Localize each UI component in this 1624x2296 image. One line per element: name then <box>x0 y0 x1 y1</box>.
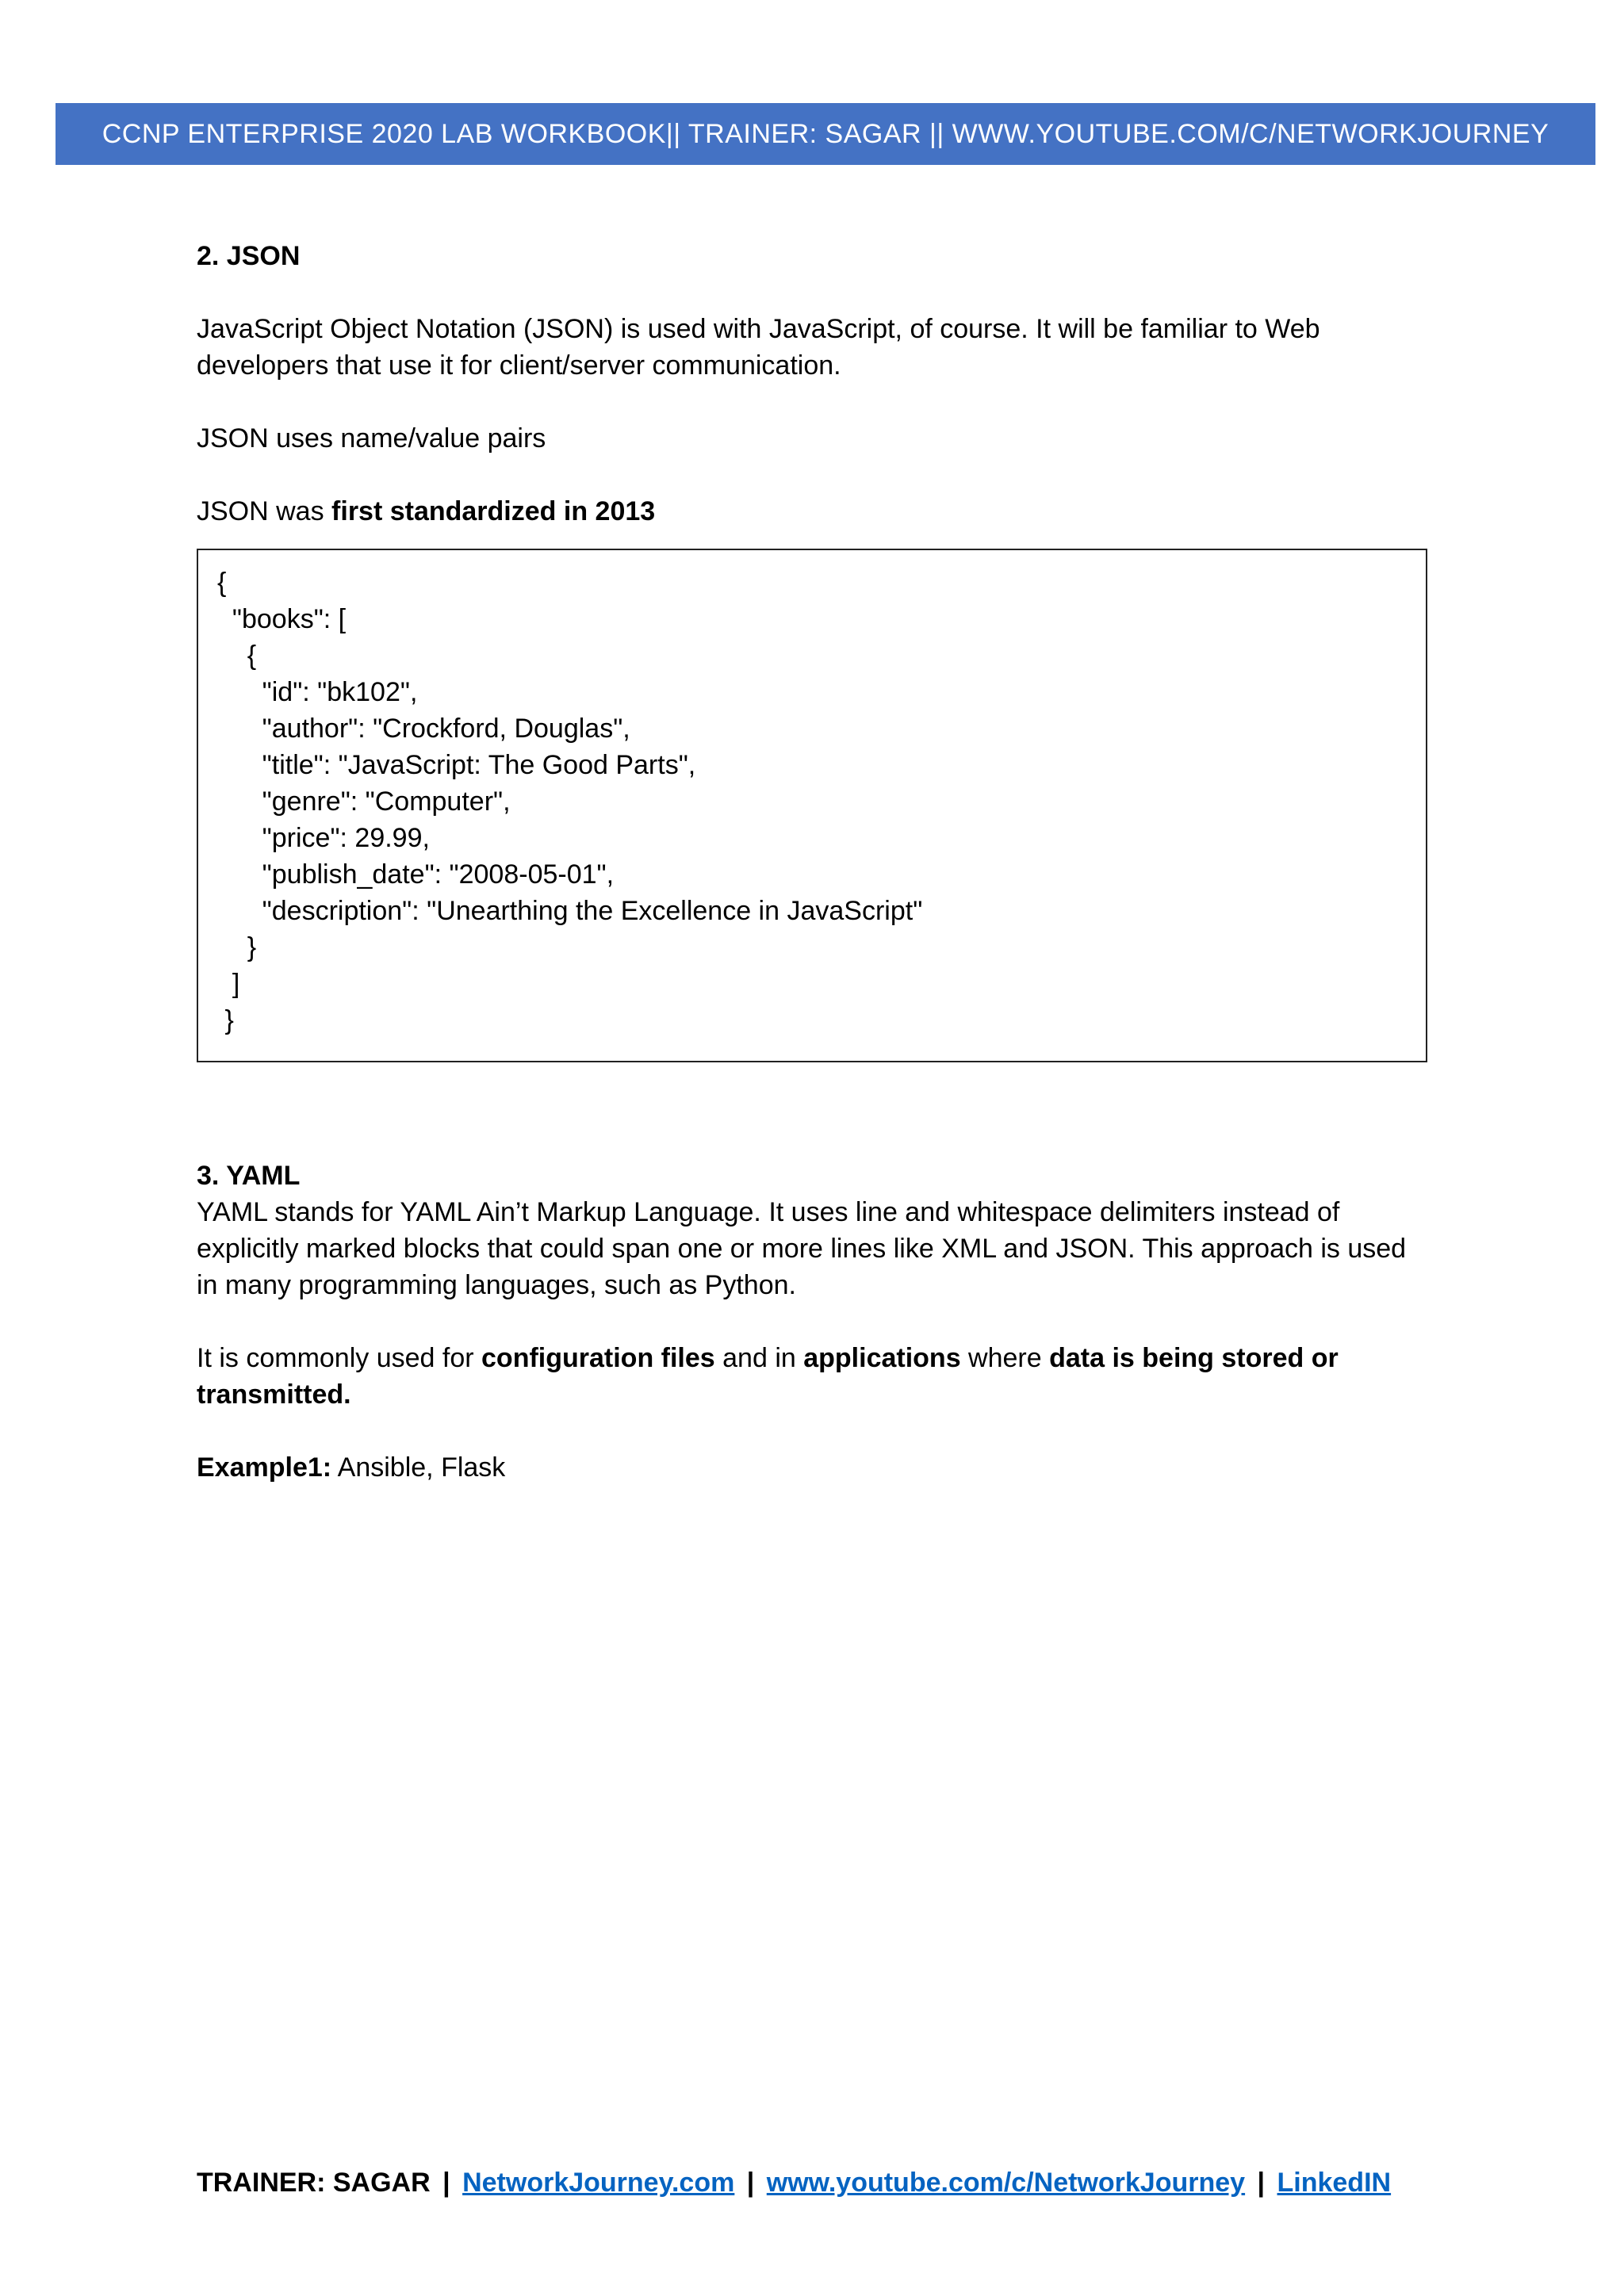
footer-separator: | <box>1257 2168 1266 2198</box>
code-line: "publish_date": "2008-05-01", <box>217 859 615 890</box>
footer-link-youtube[interactable]: www.youtube.com/c/NetworkJourney <box>766 2168 1246 2198</box>
footer-link-linkedin[interactable]: LinkedIN <box>1277 2168 1392 2198</box>
code-line: "books": [ <box>217 604 347 634</box>
footer-trainer: TRAINER: SAGAR <box>197 2168 431 2198</box>
footer-separator: | <box>442 2168 450 2198</box>
json-standardized-text <box>197 493 1434 530</box>
yaml-usage-line-2 <box>197 1376 1434 1413</box>
json-section <box>197 238 1434 1062</box>
yaml-example-text: Ansible, Flask <box>331 1452 506 1483</box>
footer-separator: | <box>746 2168 755 2198</box>
yaml-section <box>197 1158 1434 1486</box>
json-standardized-bold: first standardized in 2013 <box>331 496 656 526</box>
yaml-heading: 3. YAML <box>197 1161 301 1191</box>
code-line: "author": "Crockford, Douglas", <box>217 714 630 744</box>
yaml-usage-bold-4: transmitted. <box>197 1380 351 1410</box>
json-pairs-text: JSON uses name/value pairs <box>197 423 546 453</box>
code-line: "genre": "Computer", <box>217 786 511 817</box>
code-line: { <box>217 641 257 671</box>
yaml-usage-bold-3: data is being stored or <box>1049 1343 1339 1373</box>
yaml-usage-line-1 <box>197 1340 1434 1376</box>
yaml-desc-line-3: in many programming languages, such as Python. <box>197 1270 796 1300</box>
json-heading: 2. JSON <box>197 241 301 271</box>
json-intro-line-2: developers that use it for client/server communication. <box>197 350 841 381</box>
code-line: "description": "Unearthing the Excellence in JavaScript" <box>217 896 923 926</box>
code-line: ] <box>217 969 240 999</box>
footer <box>197 2164 1391 2201</box>
yaml-desc-line-2: explicitly marked blocks that could span one or more lines like XML and JSON. This approach is used <box>197 1234 1407 1264</box>
code-line: "title": "JavaScript: The Good Parts", <box>217 750 696 780</box>
code-line: "price": 29.99, <box>217 823 430 853</box>
json-standardized-prefix: JSON was <box>197 496 332 526</box>
yaml-desc-line-1: YAML stands for YAML Ain’t Markup Language. It uses line and whitespace delimiters instead of <box>197 1197 1340 1227</box>
yaml-example-label: Example1: <box>197 1452 332 1483</box>
yaml-usage-part-3: where <box>960 1343 1050 1373</box>
yaml-usage-part-2: and in <box>714 1343 804 1373</box>
code-line: "id": "bk102", <box>217 677 418 707</box>
code-line: { <box>217 568 227 598</box>
yaml-usage-bold-2: applications <box>803 1343 961 1373</box>
yaml-example <box>197 1449 1434 1486</box>
json-intro-line-1: JavaScript Object Notation (JSON) is used with JavaScript, of course. It will be familiar to Web <box>197 314 1320 344</box>
json-code-example <box>197 549 1427 1062</box>
header-banner: CCNP ENTERPRISE 2020 LAB WORKBOOK|| TRAINER: SAGAR || WWW.YOUTUBE.COM/C/NETWORKJOURNEY <box>56 103 1595 165</box>
yaml-usage-part-1: It is commonly used for <box>197 1343 482 1373</box>
yaml-usage-bold-1: configuration files <box>481 1343 715 1373</box>
footer-link-networkjourney[interactable]: NetworkJourney.com <box>462 2168 735 2198</box>
code-line: } <box>217 932 257 962</box>
code-line: } <box>217 1005 234 1035</box>
